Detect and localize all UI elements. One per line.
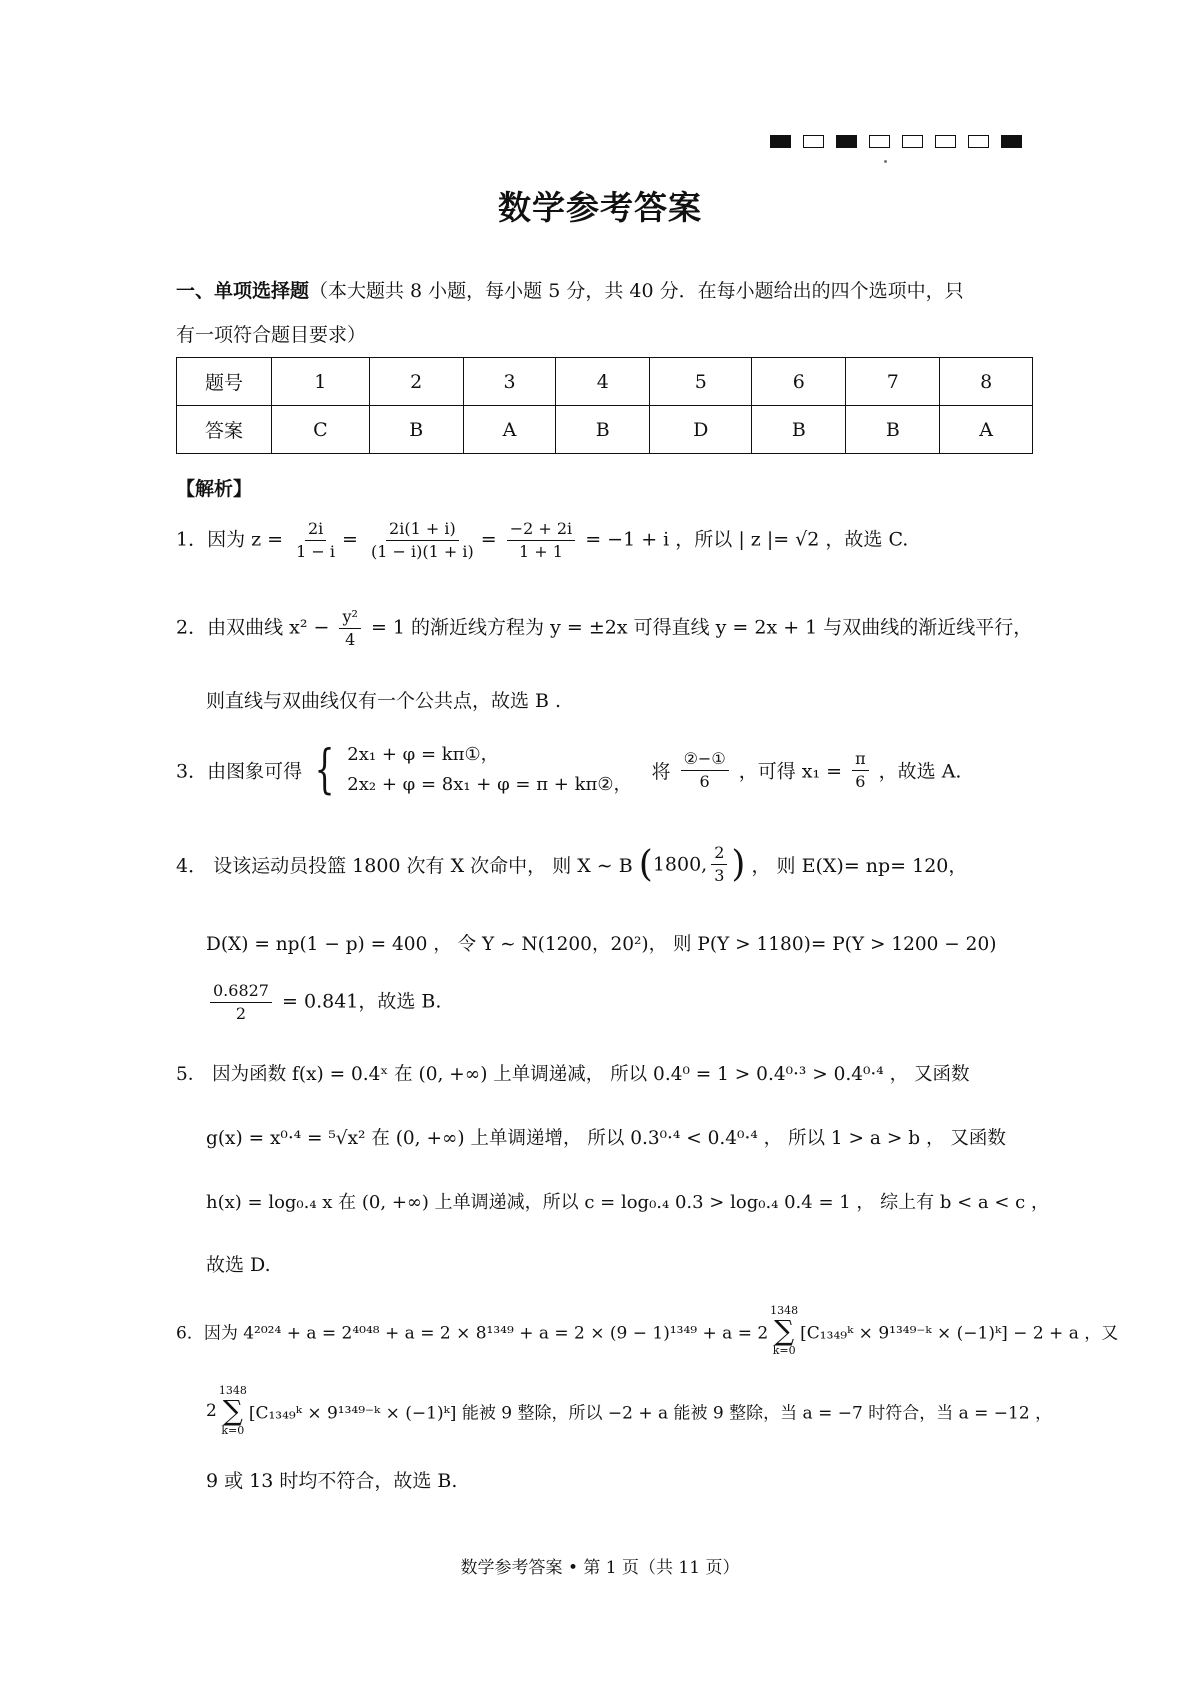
- frac-num: −2 + 2i: [507, 518, 575, 541]
- q4-post: ， 则 E(X)= np= 120，: [751, 855, 968, 877]
- table-cell: B: [556, 406, 650, 454]
- q1-fraction-1: [293, 518, 338, 563]
- table-cell: 1: [272, 358, 370, 406]
- table-cell: B: [846, 406, 940, 454]
- answer-table: [176, 357, 1033, 454]
- q1-solution: 1．因为 z = $\frac{2i}{1 - i}$ = $\frac{2i(1 + i)}{(1 - i)(1 + i)}$ = $\frac{-2 + 2i}{1 + 1}$ = −1 + i ，所以 | z |= √2 ，故选 C.: [176, 519, 909, 561]
- frac-den: 6: [855, 771, 866, 791]
- sum-bottom: k=0: [772, 1344, 796, 1357]
- q2-solution: [176, 606, 1032, 651]
- page-title: 数学参考答案: [498, 188, 702, 227]
- q2-pre: 2．由双曲线 x² −: [176, 616, 330, 639]
- q2-post: = 1 的渐近线方程为 y = ±2x 可得直线 y = 2x + 1 与双曲线的渐近线平行，: [370, 616, 1033, 639]
- q6-line1-post: [C₁₃₄₉ᵏ × 9¹³⁴⁹⁻ᵏ × (−1)ᵏ] − 2 + a ，又: [800, 1323, 1119, 1344]
- sum-bottom: k=0: [221, 1424, 245, 1437]
- page-footer: 数学参考答案 • 第 1 页（共 11 页）: [460, 1558, 740, 1578]
- close-paren-icon: ): [731, 844, 746, 885]
- q5-line4: 故选 D.: [206, 1254, 271, 1276]
- code-mark: [869, 135, 890, 148]
- q3-mid2: ，可得 x₁ =: [738, 760, 843, 783]
- q3-solution: [176, 740, 961, 800]
- table-cell: 4: [556, 358, 650, 406]
- frac-num: 2i: [305, 518, 326, 541]
- frac-den: 4: [345, 630, 356, 649]
- code-mark: [1001, 135, 1022, 148]
- table-cell: 8: [940, 358, 1033, 406]
- q3-eq2: 2x₂ + φ = 8x₁ + φ = π + kπ②，: [347, 774, 632, 795]
- q3-post: ，故选 A.: [878, 760, 962, 783]
- q4-line3: [206, 980, 441, 1025]
- frac-den: 3: [714, 866, 725, 885]
- frac-num: 2i(1 + i): [386, 518, 459, 541]
- q6-line2-pre: 2: [206, 1401, 217, 1421]
- dot-mark: [884, 160, 887, 163]
- q1-pre: 1．因为 z =: [176, 528, 284, 551]
- code-mark: [902, 135, 923, 148]
- table-cell: A: [463, 406, 556, 454]
- table-cell: B: [369, 406, 463, 454]
- sum-top: 1348: [218, 1384, 247, 1397]
- left-brace-icon: {: [314, 740, 335, 800]
- code-mark: [935, 135, 956, 148]
- sum-top: 1348: [770, 1304, 799, 1317]
- frac-den: 2: [235, 1004, 247, 1023]
- table-header-cell: 题号: [177, 358, 272, 406]
- frac-den: 1 + 1: [518, 542, 563, 561]
- table-cell: 5: [650, 358, 752, 406]
- frac-num: ②−①: [681, 748, 729, 771]
- q3-equation-system: [347, 740, 631, 800]
- frac-den: 1 − i: [296, 542, 336, 561]
- section-title: 一、单项选择题: [176, 280, 310, 302]
- sigma-icon: ∑: [222, 1394, 243, 1427]
- table-cell: 7: [846, 358, 940, 406]
- sum-icon: [219, 1385, 247, 1437]
- table-cell: B: [752, 406, 846, 454]
- frac-num: π: [852, 748, 869, 771]
- q5-line2: g(x) = x⁰·⁴ = ⁵√x² 在 (0, +∞) 上单调递增， 所以 0.3⁰·⁴ < 0.4⁰·⁴ ， 所以 1 > a > b ， 又函数: [206, 1128, 1006, 1149]
- section-desc-1: （本大题共 8 小题，每小题 5 分，共 40 分．在每小题给出的四个选项中，只: [309, 280, 964, 302]
- q2-line2: 则直线与双曲线仅有一个公共点，故选 B .: [206, 690, 562, 712]
- q4-fraction: [711, 842, 727, 887]
- q4-solution: [176, 842, 967, 887]
- exam-code-marks: [770, 135, 1022, 148]
- q6-line3: 9 或 13 时均不符合，故选 B.: [206, 1470, 458, 1492]
- table-row-numbers: [177, 358, 1033, 406]
- q2-fraction: [339, 606, 360, 651]
- code-mark: [803, 135, 824, 148]
- q1-fraction-3: [507, 518, 575, 563]
- frac-den: 6: [699, 771, 710, 791]
- table-cell: C: [272, 406, 370, 454]
- q4-pre: 4． 设该运动员投篮 1800 次有 X 次命中， 则 X ∼ B: [176, 855, 633, 877]
- q6-line2-post: [C₁₃₄₉ᵏ × 9¹³⁴⁹⁻ᵏ × (−1)ᵏ] 能被 9 整除，所以 −2 + a 能被 9 整除，当 a = −7 时符合，当 a = −12 ，: [248, 1403, 1053, 1424]
- section-heading: [176, 268, 1036, 314]
- q6-line1: [176, 1305, 1118, 1357]
- q1-fraction-2: [368, 518, 477, 563]
- q5-line3: h(x) = log₀.₄ x 在 (0, +∞) 上单调递减，所以 c = log₀.₄ 0.3 > log₀.₄ 0.4 = 1 ， 综上有 b < a < c ，: [206, 1192, 1049, 1213]
- code-mark: [836, 135, 857, 148]
- q4-paren: 1800,: [652, 853, 708, 876]
- frac-num: 0.6827: [210, 980, 272, 1003]
- q3-fraction: [681, 748, 729, 793]
- sigma-icon: ∑: [774, 1314, 795, 1347]
- q3-fraction-2: [852, 748, 869, 793]
- q4-line2: D(X) = np(1 − p) = 400 ， 令 Y ∼ N(1200，20²)， 则 P(Y > 1180)= P(Y > 1200 − 20): [206, 934, 997, 955]
- open-paren-icon: (: [638, 844, 653, 885]
- q3-eq1: 2x₁ + φ = kπ①，: [347, 744, 499, 765]
- table-header-cell: 答案: [177, 406, 272, 454]
- frac-den: (1 − i)(1 + i): [371, 542, 474, 561]
- table-cell: 2: [369, 358, 463, 406]
- table-cell: 6: [752, 358, 846, 406]
- table-row-answers: [177, 406, 1033, 454]
- q5-line1: 5． 因为函数 f(x) = 0.4ˣ 在 (0, +∞) 上单调递减， 所以 0.4⁰ = 1 > 0.4⁰·³ > 0.4⁰·⁴ ， 又函数: [176, 1064, 970, 1085]
- q4-fraction-2: [210, 980, 272, 1025]
- section-desc-2: 有一项符合题目要求）: [176, 324, 367, 346]
- q3-pre: 3．由图象可得: [176, 760, 303, 783]
- q6-line2: [206, 1385, 1052, 1437]
- table-cell: D: [650, 406, 752, 454]
- table-cell: 3: [463, 358, 556, 406]
- frac-num: 2: [711, 842, 727, 865]
- table-cell: A: [940, 406, 1033, 454]
- code-mark: [770, 135, 791, 148]
- sum-icon: [770, 1305, 798, 1357]
- analysis-heading: 【解析】: [176, 478, 253, 500]
- q1-post: = −1 + i ，所以 | z |= √2 ，故选 C.: [585, 528, 909, 551]
- frac-num: y²: [339, 606, 360, 629]
- q6-line1-pre: 6．因为 4²⁰²⁴ + a = 2⁴⁰⁴⁸ + a = 2 × 8¹³⁴⁹ + a = 2 × (9 − 1)¹³⁴⁹ + a = 2: [176, 1323, 769, 1344]
- code-mark: [968, 135, 989, 148]
- q3-mid: 将: [651, 760, 671, 783]
- q4-line3-post: = 0.841，故选 B.: [282, 990, 442, 1013]
